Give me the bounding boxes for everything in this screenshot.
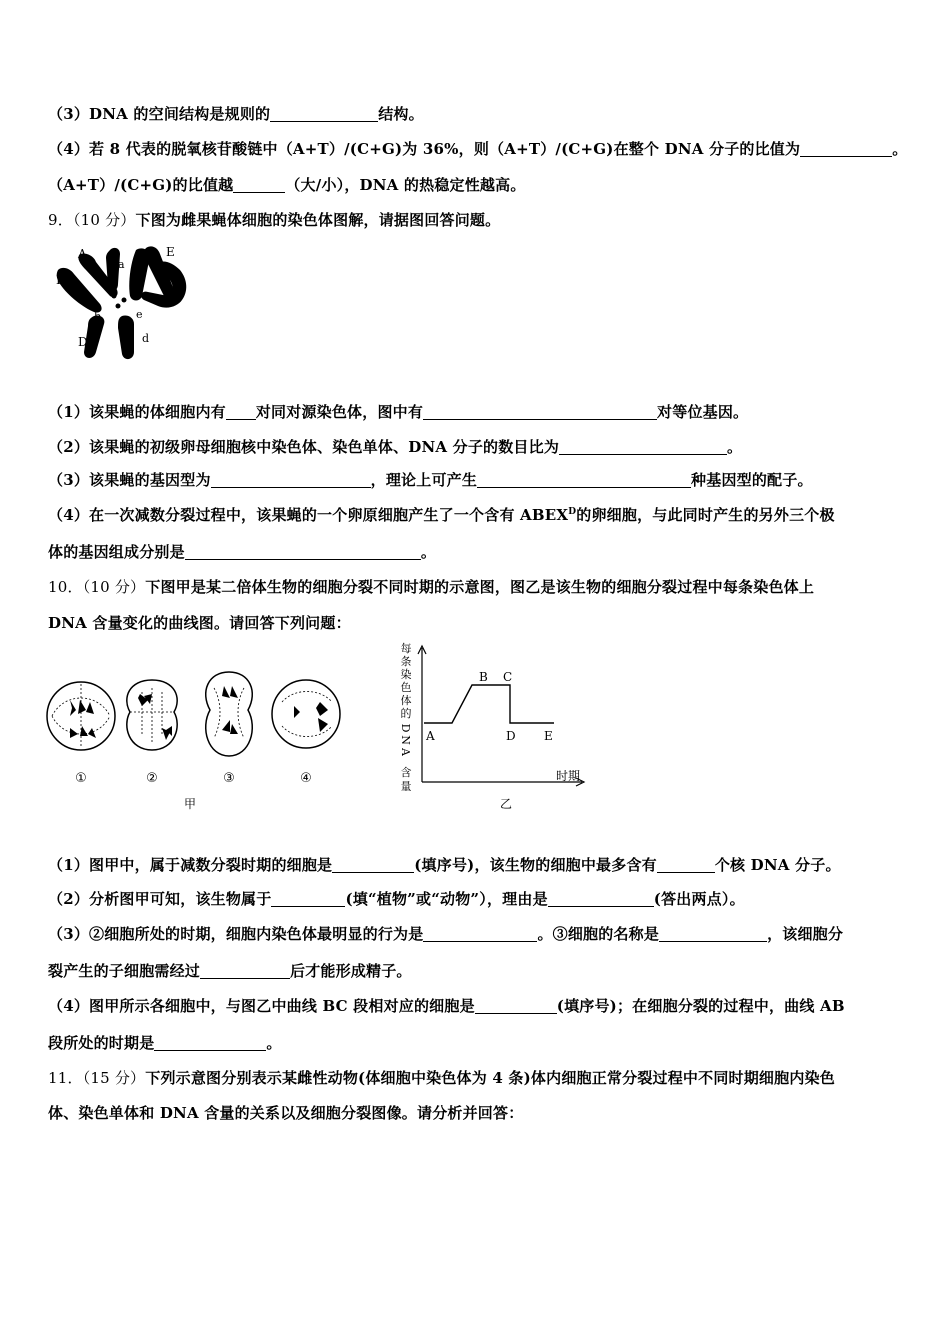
q9-part2: （2）该果蝇的初级卵母细胞核中染色体、染色单体、DNA 分子的数目比为 。 (48, 438, 743, 456)
answer-blank[interactable] (477, 472, 691, 488)
svg-text:A: A (399, 748, 412, 756)
q10-part3-cont: 裂产生的子细胞需经过 后才能形成精子。 (48, 962, 412, 980)
cell-label-1: ① (75, 771, 87, 786)
answer-blank[interactable] (211, 472, 371, 488)
answer-blank[interactable] (332, 857, 414, 873)
svg-text:条: 条 (400, 655, 412, 668)
svg-text:每: 每 (400, 642, 412, 655)
gene-label-D: D (78, 335, 88, 349)
figure-jia-caption: 甲 (183, 797, 197, 811)
q10-part2: （2）分析图甲可知，该生物属于 (填“植物”或“动物”），理由是 (答出两点）。 (48, 890, 745, 908)
answer-blank[interactable] (154, 1035, 266, 1051)
cell-label-3: ③ (223, 771, 235, 786)
svg-text:量: 量 (400, 780, 412, 793)
svg-text:体: 体 (400, 694, 412, 707)
q10-part1: （1）图甲中，属于减数分裂时期的细胞是 (填序号)，该生物的细胞中最多含有 个核 DNA 分子。 (48, 856, 841, 874)
answer-blank[interactable] (475, 998, 557, 1014)
q11-stem: 11．（15 分）下列示意图分别表示某雌性动物(体细胞中染色体为 4 条)体内细胞正常分裂过程中不同时期细胞内染色 (48, 1069, 835, 1087)
answer-blank[interactable] (270, 106, 378, 122)
answer-blank[interactable] (659, 926, 767, 942)
q9-part4: （4）在一次减数分裂过程中，该果蝇的一个卵原细胞产生了一个含有 $ABEX^D$的卵细胞，与此同时产生的另外三个极 (48, 506, 835, 524)
svg-text:染: 染 (400, 668, 412, 681)
answer-blank[interactable] (559, 439, 727, 455)
cell-3-outline (206, 672, 253, 756)
answer-blank[interactable] (185, 544, 421, 560)
gene-label-A: A (78, 247, 87, 261)
answer-blank[interactable] (657, 857, 715, 873)
centriole (116, 304, 121, 309)
cell-label-4: ④ (300, 771, 312, 786)
q9-part3: （3）该果蝇的基因型为 ，理论上可产生 种基因型的配子。 (48, 471, 813, 489)
q8-part4-cont: （A+T）/(C+G)的比值越 （大/小），DNA 的热稳定性越高。 (48, 176, 526, 194)
gene-label-b: b (94, 310, 102, 323)
svg-text:N: N (399, 735, 412, 745)
gene-label-d: d (142, 332, 150, 345)
q10-stem-cont: DNA 含量变化的曲线图。请回答下列问题： (48, 614, 351, 632)
answer-blank[interactable] (423, 404, 657, 420)
point-label-C: C (503, 670, 513, 684)
cell-4-outline (272, 680, 340, 748)
answer-blank[interactable] (226, 404, 256, 420)
cell-division-figure (44, 662, 354, 812)
q10-stem: 10．（10 分）下图甲是某二倍体生物的细胞分裂不同时期的示意图，图乙是该生物的细胞分裂过程中每条染色体上 (48, 578, 815, 596)
q9-part4-cont: 体的基因组成分别是 。 (48, 543, 437, 561)
gene-label-B: B (56, 273, 65, 287)
q9-part1: （1）该果蝇的体细胞内有 对同对源染色体，图中有 对等位基因。 (48, 403, 749, 421)
q10-part3: （3）②细胞所处的时期，细胞内染色体最明显的行为是 。③细胞的名称是 ，该细胞分 (48, 925, 844, 943)
gene-label-e: e (136, 308, 143, 321)
chromosome (118, 315, 134, 359)
q10-part4: （4）图甲所示各细胞中，与图乙中曲线 BC 段相对应的细胞是 (填序号)；在细胞分裂的过程中，曲线 AB (48, 997, 845, 1015)
centriole (112, 294, 117, 299)
q11-stem-cont: 体、染色单体和 DNA 含量的关系以及细胞分裂图像。请分析并回答： (48, 1104, 524, 1122)
chromosome-diagram (50, 240, 195, 365)
point-label-E: E (544, 729, 553, 743)
figure-yi-caption: 乙 (500, 797, 513, 810)
q9-stem: 9．（10 分）下图为雌果蝇体细胞的染色体图解，请据图回答问题。 (48, 211, 501, 229)
gene-label-E: E (166, 245, 175, 259)
cell-2-outline (127, 680, 177, 750)
answer-blank[interactable] (271, 891, 345, 907)
centriole (122, 298, 127, 303)
svg-text:的: 的 (400, 707, 412, 720)
svg-text:色: 色 (400, 681, 412, 694)
x-axis-label: 时期 (556, 769, 581, 783)
point-label-B: B (479, 670, 488, 684)
answer-blank[interactable] (548, 891, 654, 907)
answer-blank[interactable] (423, 926, 537, 942)
q8-part4: （4）若 8 代表的脱氧核苷酸链中（A+T）/(C+G)为 36%，则（A+T）/(C+G)在整个 DNA 分子的比值为 。 (48, 140, 908, 158)
dna-content-graph (396, 640, 596, 810)
q8-part3: （3）DNA 的空间结构是规则的 结构。 (48, 105, 424, 123)
svg-text:含: 含 (400, 766, 412, 779)
answer-blank[interactable] (200, 963, 290, 979)
cell-label-2: ② (146, 771, 158, 786)
gene-label-a: a (118, 258, 125, 271)
point-label-D: D (506, 729, 516, 743)
answer-blank[interactable] (233, 177, 285, 193)
dna-curve (424, 685, 554, 723)
q10-part4-cont: 段所处的时期是 。 (48, 1034, 282, 1052)
answer-blank[interactable] (800, 141, 892, 157)
point-label-A: A (426, 729, 435, 743)
svg-text:D: D (399, 723, 412, 733)
